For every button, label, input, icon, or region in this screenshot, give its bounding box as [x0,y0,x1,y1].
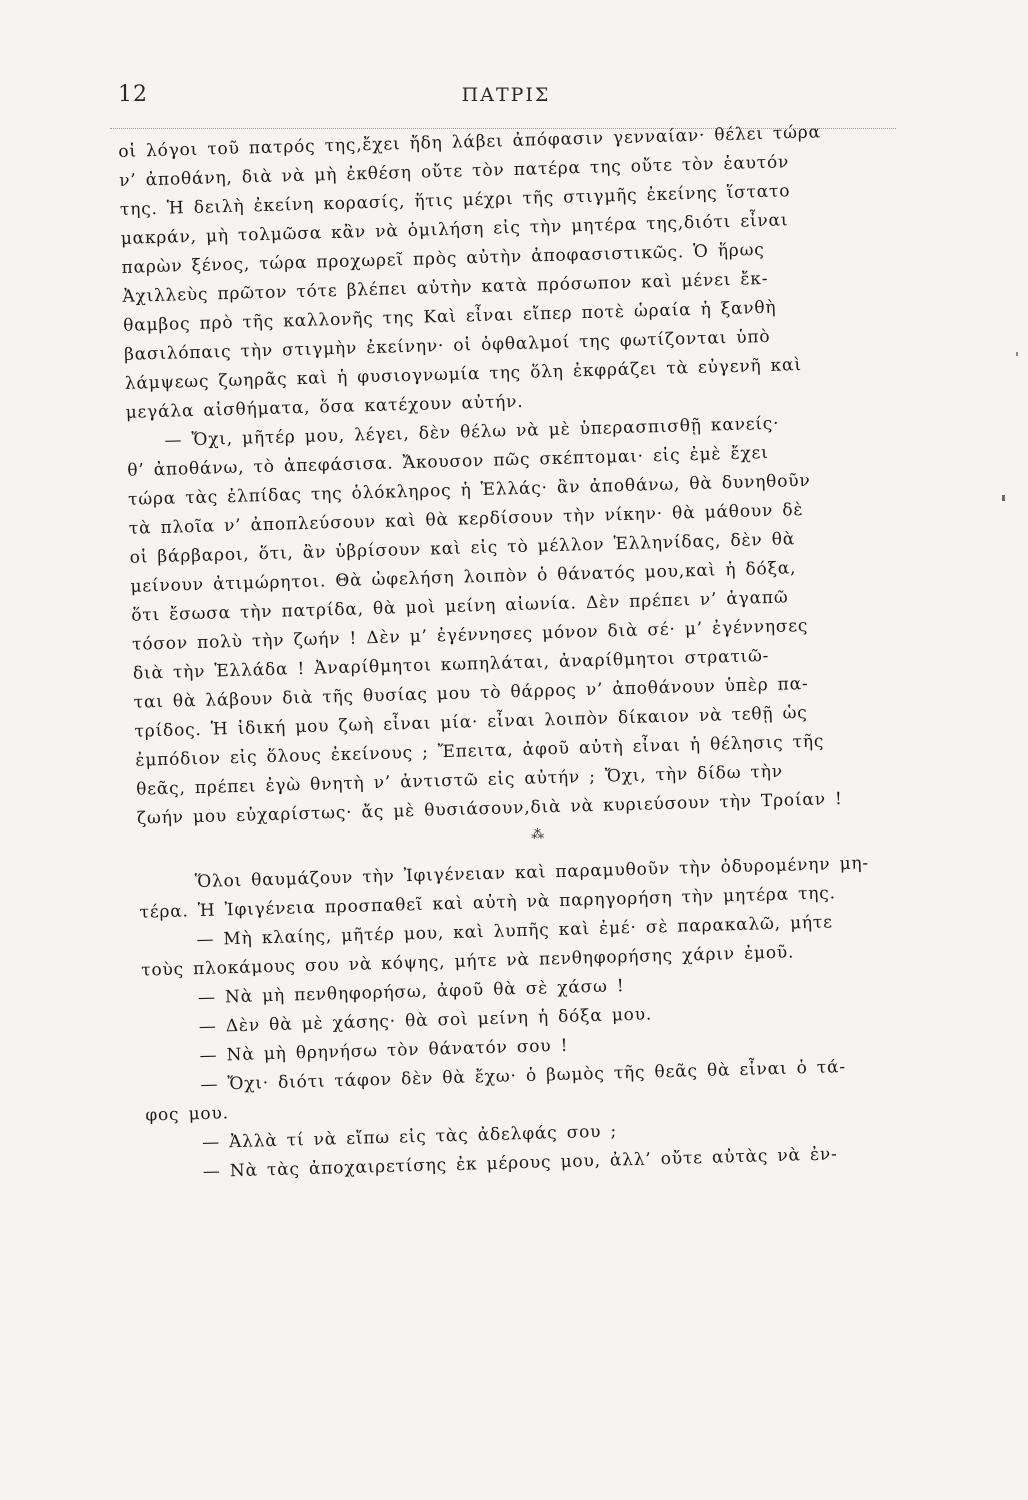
page-number: 12 [118,82,148,107]
dialogue-line: — Νὰ μὴ θρηνήσω τὸν θάνατόν σου ! [199,1035,569,1067]
dialogue-line: — Ὄχι· διότι τάφον δὲν θὰ ἔχω· ὁ βωμὸς τῆς θεᾶς θὰ εἶναι ὁ τά- [200,1057,847,1096]
text-line: μείνουν ἀτιμώρητοι. Θὰ ὠφελήση λοιπὸν ὁ θάνατός μου,καὶ ἡ δόξα, [130,558,797,597]
text-line: τέρα. Ἡ Ἰφιγένεια προσπαθεῖ καὶ αὐτὴ νὰ παρηγορήση τὴν μητέρα της. [139,883,837,923]
dialogue-line: — Νὰ τὰς ἀποχαιρετίσης ἐκ μέρους μου, ἀλλ’ οὔτε αὐτὰς νὰ ἐν- [202,1144,838,1183]
dialogue-line: — Δὲν θὰ μὲ χάσης· θὰ σοὶ μείνη ἡ δόξα μου. [198,1004,653,1038]
text-line: τρίδος. Ἡ ἰδική μου ζωὴ εἶναι μία· εἶναι λοιπὸν δίκαιον νὰ τεθῇ ὡς [134,702,808,742]
dialogue-line: — Ἀλλὰ τί νὰ εἴπω εἰς τὰς ἀδελφάς σου ; [201,1121,618,1154]
text-line: ται θὰ λάβουν διὰ τῆς θυσίας μου τὸ θάρρος ν’ ἀποθάνουν ὑπὲρ πα- [133,673,809,713]
section-separator-asterism: ⁂ [530,827,545,843]
text-line: τὰ πλοῖα ν’ ἀποπλεύσουν καὶ θὰ κερδίσουν τὴν νίκην· θὰ μάθουν δὲ [128,500,804,539]
text-line: Ἀχιλλεὺς πρῶτον τότε βλέπει αὐτὴν κατὰ πρόσωπον καὶ μένει ἔκ- [122,268,769,307]
page-header [118,82,894,122]
text-line: λάμψεως ζωηρᾶς καὶ ἡ φυσιογνωμία της ὅλη ἐκφράζει τὰ εὐγενῆ καὶ [124,355,803,394]
running-title: ΠΑΤΡΙΣ [461,84,551,106]
dialogue-line: — Νὰ μὴ πενθηφορήσω, ἀφοῦ θὰ σὲ χάσω ! [197,976,625,1009]
text-line: ἐμπόδιον εἰς ὅλους ἐκείνους ; Ἔπειτα, ἀφοῦ αὐτὴ εἶναι ἡ θέλησις τῆς [135,731,825,771]
text-line: θ’ ἀποθάνω, τὸ ἀπεφάσισα. Ἄκουσον πῶς σκέπτομαι· εἰς ἐμὲ ἔχει [127,442,769,481]
dialogue-line: — Μὴ κλαίης, μῆτέρ μου, καὶ λυπῆς καὶ ἐμέ· σὲ παρακαλῶ, μήτε [196,912,833,951]
text-line: παρὼν ξένος, τώρα προχωρεῖ πρὸς αὐτὴν ἀποφασιστικῶς. Ὁ ἥρως [121,239,765,278]
text-line: θεᾶς, πρέπει ἐγὼ θνητὴ ν’ ἀντιστῶ εἰς αὐτήν ; Ὄχι, τὴν δίδω τὴν [135,761,784,800]
text-line: τοὺς πλοκάμους σου νὰ κόψης, μήτε νὰ πενθηφορήσης χάριν ἐμοῦ. [140,942,795,981]
print-speck [1016,352,1018,356]
text-line: τώρα τὰς ἐλπίδας της ὁλόκληρος ἡ Ἑλλάς· ἂν ἀποθάνω, θὰ δυνηθοῦν [127,470,811,510]
dialogue-line: — Ὄχι, μῆτέρ μου, λέγει, δὲν θέλω νὰ μὲ ὑπερασπισθῇ κανείς· [164,413,780,451]
text-line: τόσον πολὺ τὴν ζωήν ! Δὲν μ’ ἐγέννησες μόνον διὰ σέ· μ’ ἐγέννησες [131,615,809,655]
text-line: διὰ τὴν Ἑλλάδα ! Ἀναρίθμητοι κωπηλάται, ἀναρίθμητοι στρατιῶ- [132,646,770,684]
text-line: ν’ ἀποθάνη, διὰ νὰ μὴ ἐκθέση οὔτε τὸν πατέρα της οὔτε τὸν ἑαυτόν [118,152,790,191]
page-body [118,116,947,1189]
text-line: φος μου. [145,1103,230,1126]
text-line: ὅτι ἔσωσα τὴν πατρίδα, θὰ μοὶ μείνη αἰωνία. Δὲν πρέπει ν’ ἀγαπῶ [131,587,789,626]
text-line: οἱ βάρβαροι, ὅτι, ἂν ὑβρίσουν καὶ εἰς τὸ μέλλον Ἑλληνίδας, δὲν θὰ [129,529,796,568]
text-line: θαμβος πρὸ τῆς καλλονῆς της Καὶ εἶναι εἴπερ ποτὲ ὡραία ἡ ξανθὴ [122,297,777,336]
text-line: μακράν, μὴ τολμῶσα κἂν νὰ ὁμιλήση εἰς τὴν μητέρα της,διότι εἶναι [120,210,789,249]
text-line: ζωήν μου εὐχαρίστως· ἄς μὲ θυσιάσουν,διὰ νὰ κυριεύσουν τὴν Τροίαν ! [136,789,843,829]
print-speck [1002,495,1005,501]
paragraph-start-line: Ὅλοι θαυμάζουν τὴν Ἰφιγένειαν καὶ παραμυθοῦν τὴν ὀδυρομένην μη- [194,853,870,893]
text-line: βασιλόπαις τὴν στιγμὴν ἐκείνην· οἱ ὀφθαλμοί της φωτίζονται ὑπὸ [123,326,771,365]
text-line: οἱ λόγοι τοῦ πατρός της,ἔχει ἤδη λάβει ἀπόφασιν γενναίαν· θέλει τώρα [118,122,822,162]
text-line: της. Ἡ δειλὴ ἐκείνη κορασίς, ἥτις μέχρι τῆς στιγμῆς ἐκείνης ἵστατο [119,181,791,220]
text-line: μεγάλα αἰσθήματα, ὅσα κατέχουν αὐτήν. [125,391,524,423]
